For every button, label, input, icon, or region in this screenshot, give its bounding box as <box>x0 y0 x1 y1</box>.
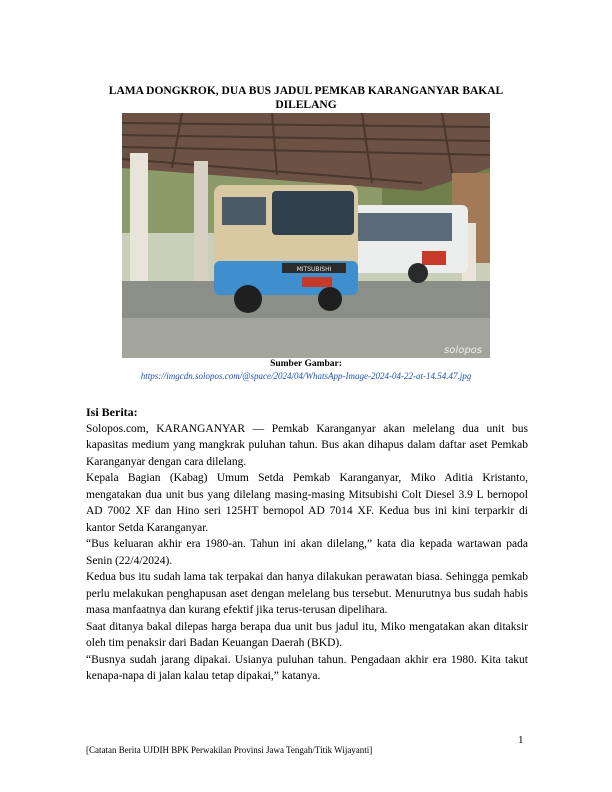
photo-watermark: solopos <box>444 345 482 356</box>
image-source-label: Sumber Gambar: <box>270 359 342 369</box>
paragraph: Solopos.com, KARANGANYAR — Pemkab Karanganyar akan melelang dua unit bus kapasitas medium yang mangkrak puluhan tahun. Bus akan dihapus dalam daftar aset Pemkab Karanganyar dengan cara dilelang. <box>86 422 528 468</box>
article-title: LAMA DONGKROK, DUA BUS JADUL PEMKAB KARANGANYAR BAKAL DILELANG <box>108 85 504 111</box>
paragraph: “Bus keluaran akhir era 1980-an. Tahun ini akan dilelang,” kata dia kepada wartawan pada Senin (22/4/2024). <box>86 538 528 567</box>
paragraph: Saat ditanya bakal dilepas harga berapa dua unit bus jadul itu, Miko mengatakan akan ditaksir oleh tim penaksir dari Badan Keuangan Daerah (BKD). <box>86 620 528 649</box>
bus-badge-text: MITSUBISHI <box>296 266 332 273</box>
paragraph: Kedua bus itu sudah lama tak terpakai dan hanya dilakukan perawatan biasa. Sehingga pemkab perlu melakukan penghapusan aset dengan melelang bus tersebut. Menurutnya bus sudah habis masa manfaatnya dan kurang efektif jika terus-terusan dipelihara. <box>86 571 528 616</box>
footer-note: [Catatan Berita UJDIH BPK Perwakilan Provinsi Jawa Tengah/Titik Wijayanti] <box>86 745 373 755</box>
paragraph: Kepala Bagian (Kabag) Umum Setda Pemkab Karanganyar, Miko Aditia Kristanto, mengatakan dua unit bus yang dilelang masing-masing Mitsubishi Colt Diesel 3.9 L bernopol AD 7002 XF dan Hino seri 125HT bernopol AD 7014 XF. Kedua bus ini kini terparkir di kantor Setda Karanganyar. <box>86 472 528 534</box>
article-body <box>86 404 528 685</box>
page-number: 1 <box>518 734 524 746</box>
paragraph: “Busnya sudah jarang dipakai. Usianya puluhan tahun. Pengadaan akhir era 1980. Kita takut kenapa-napa di jalan kalau tetap dipakai,” katanya. <box>86 653 528 682</box>
article-photo <box>122 113 490 358</box>
section-heading: Isi Berita: <box>86 405 138 419</box>
image-source-link[interactable]: https://imgcdn.solopos.com/@space/2024/04/WhatsApp-Image-2024-04-22-at-14.54.47.jpg <box>140 371 472 381</box>
